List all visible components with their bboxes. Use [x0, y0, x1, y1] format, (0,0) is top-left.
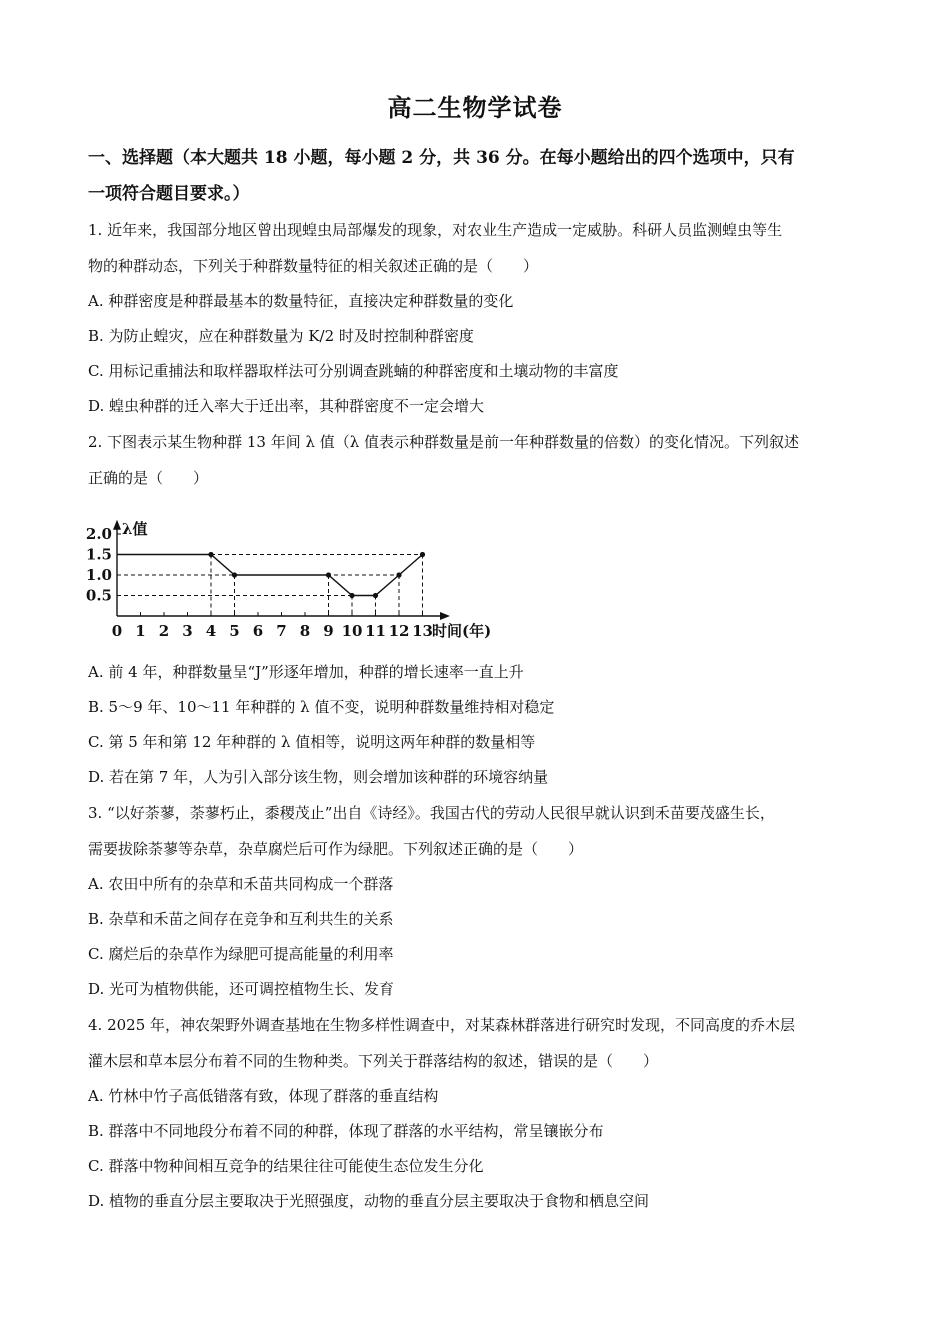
q4-option-a: A. 竹林中竹子高低错落有致，体现了群落的垂直结构 — [88, 1087, 439, 1105]
x-tick-label: 9 — [323, 622, 334, 640]
q4-option-b: B. 群落中不同地段分布着不同的种群，体现了群落的水平结构，常呈镶嵌分布 — [88, 1122, 604, 1140]
y-axis-arrow — [113, 520, 121, 530]
y-axis-label: λ值 — [122, 519, 148, 538]
x-tick-label: 4 — [205, 622, 217, 640]
x-tick-label: 13 — [412, 622, 433, 640]
lambda-line-chart — [84, 495, 524, 647]
q2-option-b: B. 5～9 年、10～11 年种群的 λ 值不变，说明种群数量维持相对稳定 — [88, 698, 555, 716]
data-point — [373, 593, 378, 598]
q1-option-a: A. 种群密度是种群最基本的数量特征，直接决定种群数量的变化 — [88, 292, 514, 310]
q2-option-c: C. 第 5 年和第 12 年种群的 λ 值相等，说明这两年种群的数量相等 — [88, 733, 536, 751]
q1-option-c: C. 用标记重捕法和取样器取样法可分别调查跳蝻的种群密度和土壤动物的丰富度 — [88, 362, 619, 380]
section-heading-line2: 一项符合题目要求。） — [88, 184, 250, 204]
x-tick-label: 10 — [341, 622, 363, 640]
x-axis-arrow — [440, 612, 450, 620]
section-heading-line1: 一、选择题（本大题共 18 小题，每小题 2 分，共 36 分。在每小题给出的四个选项中，只有 — [88, 148, 795, 168]
q1-stem-line2: 物的种群动态，下列关于种群数量特征的相关叙述正确的是（ ） — [88, 257, 539, 275]
x-tick-label: 5 — [229, 622, 240, 640]
y-tick-label: 1.0 — [85, 566, 112, 584]
q2-option-a: A. 前 4 年，种群数量呈“J”形逐年增加，种群的增长速率一直上升 — [88, 663, 524, 681]
x-tick-label: 3 — [182, 622, 193, 640]
x-tick-label: 1 — [135, 622, 146, 640]
q2-option-d: D. 若在第 7 年，人为引入部分该生物，则会增加该种群的环境容纳量 — [88, 768, 549, 786]
q1-stem-line1: 1. 近年来，我国部分地区曾出现蝗虫局部爆发的现象，对农业生产造成一定威胁。科研人员监测蝗虫等生 — [88, 221, 783, 239]
data-point — [326, 572, 331, 577]
q4-stem-line1: 4. 2025 年，神农架野外调查基地在生物多样性调查中，对某森林群落进行研究时发现，不同高度的乔木层 — [88, 1016, 796, 1034]
x-tick-label: 8 — [299, 622, 311, 640]
data-point — [349, 593, 354, 598]
x-tick-label: 0 — [111, 622, 123, 640]
page-title: 高二生物学试卷 — [387, 93, 563, 122]
q3-option-b: B. 杂草和禾苗之间存在竞争和互利共生的关系 — [88, 910, 394, 928]
q3-option-c: C. 腐烂后的杂草作为绿肥可提高能量的利用率 — [88, 945, 394, 963]
q2-stem-line2: 正确的是（ ） — [88, 469, 209, 487]
q3-option-a: A. 农田中所有的杂草和禾苗共同构成一个群落 — [88, 875, 394, 893]
q3-option-d: D. 光可为植物供能，还可调控植物生长、发育 — [88, 980, 395, 998]
y-tick-label: 2.0 — [85, 525, 112, 543]
q4-stem-line2: 灌木层和草本层分布着不同的生物种类。下列关于群落结构的叙述，错误的是（ ） — [88, 1052, 659, 1070]
q1-option-b: B. 为防止蝗灾，应在种群数量为 K/2 时及时控制种群密度 — [88, 327, 474, 345]
data-point — [420, 552, 425, 557]
data-point — [396, 572, 401, 577]
data-point — [208, 552, 213, 557]
data-point — [232, 572, 237, 577]
x-tick-label: 12 — [388, 622, 410, 640]
q3-stem-line1: 3. “以好荼蓼，荼蓼朽止，黍稷茂止”出自《诗经》。我国古代的劳动人民很早就认识到禾苗要茂盛生长， — [88, 804, 775, 822]
y-tick-label: 0.5 — [85, 586, 112, 605]
x-tick-label: 2 — [158, 622, 170, 640]
x-tick-label: 6 — [252, 622, 264, 640]
x-tick-label: 11 — [365, 622, 386, 640]
y-tick-label: 1.5 — [85, 545, 112, 564]
x-tick-label: 7 — [276, 622, 287, 640]
q3-stem-line2: 需要拔除荼蓼等杂草，杂草腐烂后可作为绿肥。下列叙述正确的是（ ） — [88, 840, 584, 858]
q2-stem-line1: 2. 下图表示某生物种群 13 年间 λ 值（λ 值表示种群数量是前一年种群数量的倍数）的变化情况。下列叙述 — [88, 433, 800, 451]
q4-option-d: D. 植物的垂直分层主要取决于光照强度，动物的垂直分层主要取决于食物和栖息空间 — [88, 1192, 650, 1210]
q1-option-d: D. 蝗虫种群的迁入率大于迁出率，其种群密度不一定会增大 — [88, 397, 485, 415]
q4-option-c: C. 群落中物种间相互竞争的结果往往可能使生态位发生分化 — [88, 1157, 484, 1175]
x-axis-label: 时间(年) — [432, 622, 492, 640]
